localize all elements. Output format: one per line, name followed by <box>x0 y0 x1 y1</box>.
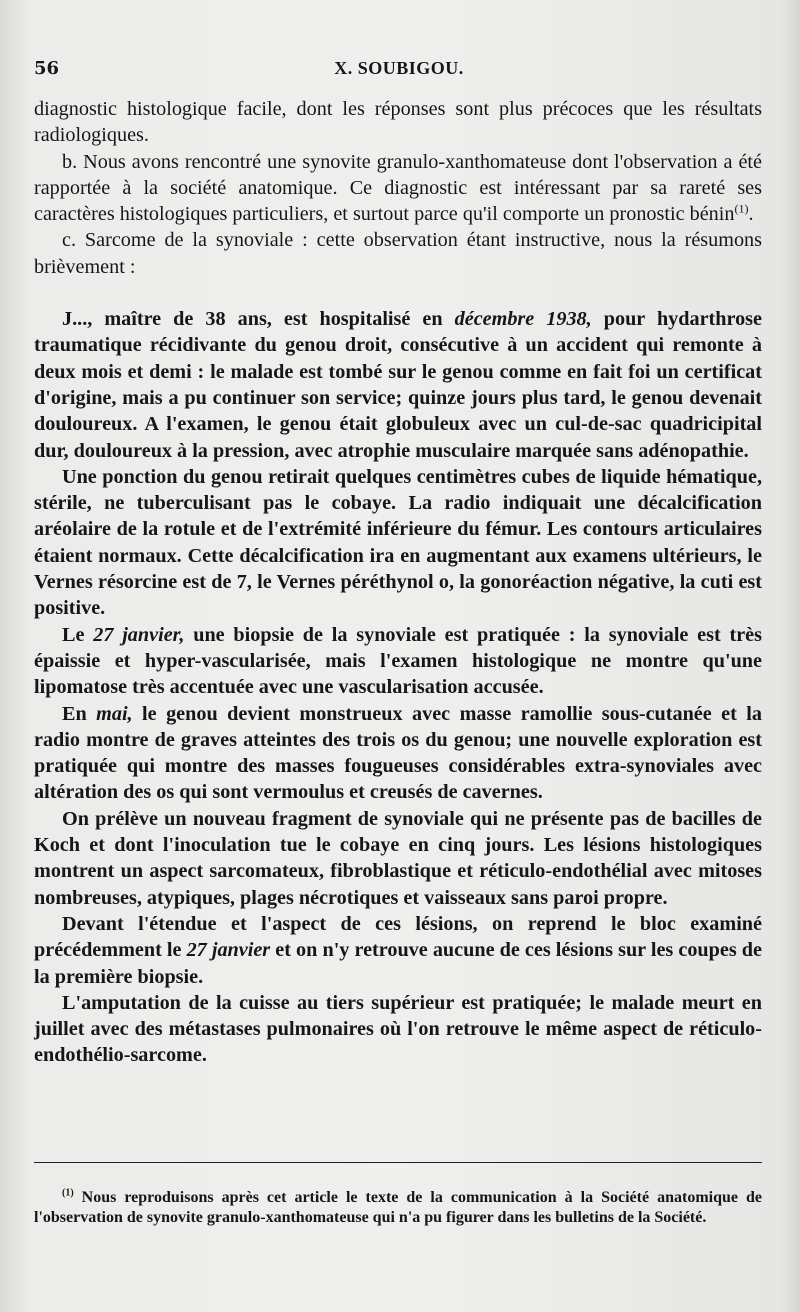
footnote-marker: (1) <box>62 1187 74 1199</box>
may-rest: le genou devient monstrueux avec masse ramollie sous-cutanée et la radio montre de graves atteintes des trois os du genou; une nouvelle exploration est pratiquée qui montre des masses fougueuses considérables extra-synoviales avec altération des os qui sont vermoulus et creusés de cavernes. <box>34 702 763 804</box>
case-history-start: J..., maître de 38 ans, est hospitalisé en <box>62 308 455 331</box>
case-history-rest: pour hydarthrose traumatique récidivante du genou droit, consécutive à un accident qui remonte à deux mois et demi : le malade est tombé sur le genou comme en fait foi un certificat d'origine, mais a pu continuer son service; quinze jours plus tard, le genou devenait douloureux. A l'examen, le genou était globuleux avec un cul-de-sac quadricipital dur, douloureux à la pression, avec atrophie musculaire marquée sans adénopathie. <box>34 308 762 462</box>
amputation-paragraph: L'amputation de la cuisse au tiers supérieur est pratiquée; le malade meurt en juillet avec des métastases pulmonaires où l'on retrouve le même aspect de réticulo-endothélio-sarcome. <box>34 991 762 1067</box>
reexamination-date: 27 janvier <box>186 939 271 962</box>
paragraph-c: c. Sarcome de la synoviale : cette observation étant instructive, nous la résumons brièvement : <box>34 229 762 278</box>
paragraph-b <box>34 149 762 228</box>
case-history-date: décembre 1938, <box>454 308 592 331</box>
may-start: En <box>62 702 97 725</box>
biopsy-paragraph <box>34 622 762 701</box>
biopsy-start: Le <box>62 623 94 646</box>
may-date: mai, <box>96 702 133 725</box>
running-head: X. SOUBIGOU. <box>334 58 464 78</box>
new-fragment-paragraph: On prélève un nouveau fragment de synoviale qui ne présente pas de bacilles de Koch et dont l'inoculation tue le cobaye en cinq jours. Les lésions histologiques montrent un aspect sarcomateux, fibroblastique et réticulo-endothélial avec mitoses nombreuses, atypiques, plages nécrotiques et vaisseaux sans paroi propre. <box>34 807 762 909</box>
reexamination-paragraph <box>34 911 762 990</box>
puncture-paragraph: Une ponction du genou retirait quelques centimètres cubes de liquide hématique, stérile, ne tuberculisant pas le cobaye. La radio indiquait une décalcification aréolaire de la rotule et de l'extrémité inférieure du fémur. Les contours articulaires étaient normaux. Cette décalcification ira en augmentant aux examens ultérieurs, le Vernes résorcine est de 7, le Vernes péréthynol o, la gonoréaction négative, la cuti est positive. <box>34 465 762 620</box>
reexamination-start: Devant l'étendue et l'aspect de ces lésions, on reprend le bloc examiné précédemment le <box>34 912 762 962</box>
footnote <box>34 1188 762 1228</box>
case-history-paragraph <box>34 306 762 464</box>
paragraph-b-text: b. Nous avons rencontré une synovite granulo-xanthomateuse dont l'observation a été rapportée à la société anatomique. Ce diagnostic est intéressant par sa rareté ses caractères histologiques particuliers, et surtout parce qu'il comporte un pronostic bénin <box>34 150 762 226</box>
biopsy-date: 27 janvier, <box>93 623 185 646</box>
paragraph-continuation: diagnostic histologique facile, dont les réponses sont plus précoces que les résultats radiologiques. <box>34 98 762 147</box>
footnote-text: Nous reproduisons après cet article le texte de la communication à la Société anatomique de l'observation de synovite granulo-xanthomateuse qui n'a pu figurer dans les bulletins de la Société. <box>34 1189 762 1226</box>
may-paragraph <box>34 701 762 806</box>
paragraph-b-end: . <box>748 203 754 226</box>
page-header <box>34 52 764 86</box>
reexamination-rest: et on n'y retrouve aucune de ces lésions sur les coupes de la première biopsie. <box>34 939 762 988</box>
paragraph-spacer <box>34 280 762 306</box>
biopsy-rest: une biopsie de la synoviale est pratiquée : la synoviale est très épaissie et hyper-vascularisée, mais l'examen histologique ne montre qu'une lipomatose très accentuée avec une vascularisation accusée. <box>34 623 762 699</box>
body-text <box>34 96 762 1069</box>
footnote-divider <box>34 1162 762 1163</box>
footnote-reference[interactable]: (1) <box>734 201 749 216</box>
page-number: 56 <box>34 58 60 79</box>
